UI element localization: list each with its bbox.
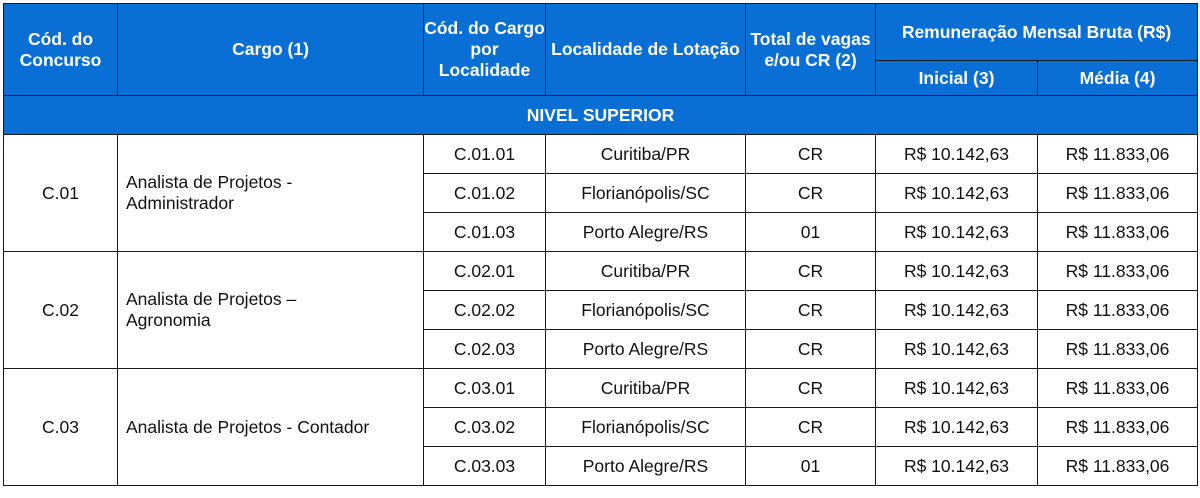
vacancies-table bbox=[3, 3, 1198, 486]
vagas-cell: 01 bbox=[746, 213, 876, 252]
header-total-vagas: Total de vagas e/ou CR (2) bbox=[746, 4, 876, 96]
vagas-cell: CR bbox=[746, 252, 876, 291]
cargo-line-1: Analista de Projetos – bbox=[126, 289, 297, 309]
inicial-cell: R$ 10.142,63 bbox=[876, 408, 1038, 447]
codigo-cell: C.02.03 bbox=[424, 330, 546, 369]
table-header bbox=[4, 4, 1198, 96]
localidade-cell: Porto Alegre/RS bbox=[546, 213, 746, 252]
cargo-cell bbox=[118, 252, 424, 369]
vagas-cell: CR bbox=[746, 135, 876, 174]
inicial-cell: R$ 10.142,63 bbox=[876, 330, 1038, 369]
vagas-cell: CR bbox=[746, 330, 876, 369]
cargo-line-1: Analista de Projetos - Contador bbox=[126, 416, 370, 437]
codigo-cell: C.03.03 bbox=[424, 447, 546, 486]
codigo-cell: C.03.01 bbox=[424, 369, 546, 408]
codigo-cell: C.02.01 bbox=[424, 252, 546, 291]
header-localidade: Localidade de Lotação bbox=[546, 4, 746, 96]
media-cell: R$ 11.833,06 bbox=[1038, 252, 1198, 291]
cargo-line-1: Analista de Projetos - bbox=[126, 172, 293, 192]
localidade-cell: Curitiba/PR bbox=[546, 135, 746, 174]
header-cod-cargo-localidade: Cód. do Cargo por Localidade bbox=[424, 4, 546, 96]
inicial-cell: R$ 10.142,63 bbox=[876, 174, 1038, 213]
section-title: NIVEL SUPERIOR bbox=[4, 96, 1198, 135]
header-media: Média (4) bbox=[1038, 61, 1198, 96]
localidade-cell: Porto Alegre/RS bbox=[546, 330, 746, 369]
codigo-cell: C.02.02 bbox=[424, 291, 546, 330]
media-cell: R$ 11.833,06 bbox=[1038, 369, 1198, 408]
header-cod-concurso: Cód. do Concurso bbox=[4, 4, 118, 96]
media-cell: R$ 11.833,06 bbox=[1038, 291, 1198, 330]
media-cell: R$ 11.833,06 bbox=[1038, 408, 1198, 447]
localidade-cell: Curitiba/PR bbox=[546, 369, 746, 408]
table-row bbox=[4, 135, 1198, 174]
localidade-cell: Florianópolis/SC bbox=[546, 291, 746, 330]
inicial-cell: R$ 10.142,63 bbox=[876, 369, 1038, 408]
media-cell: R$ 11.833,06 bbox=[1038, 135, 1198, 174]
header-cargo: Cargo (1) bbox=[118, 4, 424, 96]
vagas-cell: CR bbox=[746, 174, 876, 213]
localidade-cell: Florianópolis/SC bbox=[546, 408, 746, 447]
cod-concurso-cell: C.02 bbox=[4, 252, 118, 369]
media-cell: R$ 11.833,06 bbox=[1038, 330, 1198, 369]
header-inicial: Inicial (3) bbox=[876, 61, 1038, 96]
vagas-cell: CR bbox=[746, 408, 876, 447]
cargo-cell bbox=[118, 135, 424, 252]
inicial-cell: R$ 10.142,63 bbox=[876, 447, 1038, 486]
localidade-cell: Porto Alegre/RS bbox=[546, 447, 746, 486]
cargo-line-2: Agronomia bbox=[126, 310, 211, 330]
inicial-cell: R$ 10.142,63 bbox=[876, 135, 1038, 174]
vagas-cell: CR bbox=[746, 291, 876, 330]
inicial-cell: R$ 10.142,63 bbox=[876, 291, 1038, 330]
cod-concurso-cell: C.01 bbox=[4, 135, 118, 252]
codigo-cell: C.01.02 bbox=[424, 174, 546, 213]
localidade-cell: Florianópolis/SC bbox=[546, 174, 746, 213]
table-body bbox=[4, 96, 1198, 486]
section-row bbox=[4, 96, 1198, 135]
localidade-cell: Curitiba/PR bbox=[546, 252, 746, 291]
cargo-cell bbox=[118, 369, 424, 486]
cod-concurso-cell: C.03 bbox=[4, 369, 118, 486]
media-cell: R$ 11.833,06 bbox=[1038, 447, 1198, 486]
cargo-line-2: Administrador bbox=[126, 193, 234, 213]
codigo-cell: C.03.02 bbox=[424, 408, 546, 447]
codigo-cell: C.01.01 bbox=[424, 135, 546, 174]
vagas-cell: 01 bbox=[746, 447, 876, 486]
table-row bbox=[4, 252, 1198, 291]
vagas-cell: CR bbox=[746, 369, 876, 408]
media-cell: R$ 11.833,06 bbox=[1038, 213, 1198, 252]
inicial-cell: R$ 10.142,63 bbox=[876, 213, 1038, 252]
table-row bbox=[4, 369, 1198, 408]
header-remuneracao: Remuneração Mensal Bruta (R$) bbox=[876, 4, 1198, 61]
codigo-cell: C.01.03 bbox=[424, 213, 546, 252]
media-cell: R$ 11.833,06 bbox=[1038, 174, 1198, 213]
inicial-cell: R$ 10.142,63 bbox=[876, 252, 1038, 291]
